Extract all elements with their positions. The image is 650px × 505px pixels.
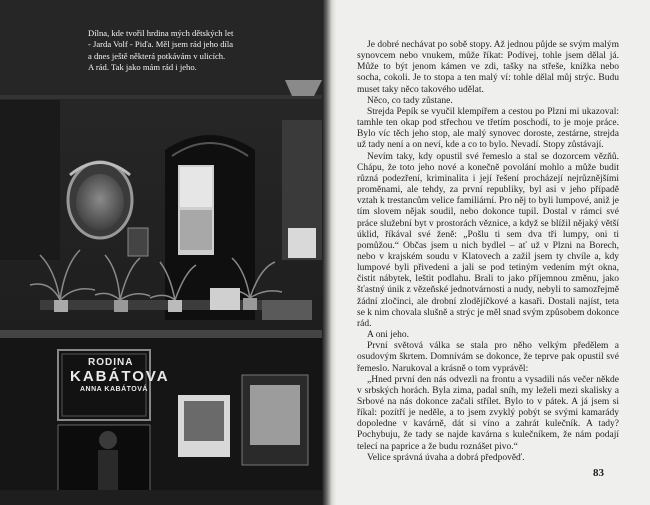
paragraph: Strejda Pepík se vyučil klempířem a cestou po Plzni mi ukazoval: tamhle ten okap pod střechou ve třetím poschodí, to je moje práce. Bylo víc těch jeho stop, ale malý synovec doroste, zestárne, strejda už tady není a on neví, kde a co to bylo. Nevadí. Stopy zůstávají.: [357, 106, 619, 151]
paragraph: Velice správná úvaha a dobrá předpověď.: [367, 452, 525, 463]
page-number: 83: [593, 467, 604, 479]
caption-line: a dnes ještě některá potkávám v ulicích.: [88, 50, 226, 61]
body-text: [357, 40, 619, 464]
caption-line: - Jarda Volf - Piďa. Měl jsem rád jeho díla: [88, 39, 234, 50]
photo-caption: [88, 28, 278, 73]
sign-subtitle: ANNA KABÁTOVÁ: [80, 386, 148, 393]
caption-line: Dílna, kde tvořil hrdina mých dětských let: [88, 28, 234, 38]
paragraph: Něco, co tady zůstane.: [367, 95, 453, 106]
caption-line: A rád. Tak jako mám rád i jeho.: [88, 61, 197, 72]
sign-title: RODINA: [88, 357, 134, 368]
book-gutter: [322, 0, 336, 505]
paragraph: A oni jeho.: [367, 330, 409, 341]
sign-name: KABÁTOVA: [70, 368, 170, 385]
paragraph: „Hned první den nás odvezli na frontu a vysadili nás večer někde v srbských horách. Byla zima, padal sníh, my leželi mezi skalisky a Srbové na nás dokonce začali střílet. Bylo to v pátek. A já jsem si říkal: pozítří je neděle, a to jsem zvyklý pobýt se svými kamarády dopoledne v kavárně, dát si víno a zahrát kulečník. A tady? Pochybuju, že tady se najde kavárna s kulečníkem, že nám podají telecí na paprice a že budu roznášet pivo.“: [357, 374, 619, 452]
paragraph: Je dobré nechávat po sobě stopy. Až jednou půjde se svým malým synovcem nebo vnukem, může říkat: Podívej, tohle jsem dělal já. Může to být jenom kámen ve zdi, tašky na střeše, knížka nebo socha, cokoli. Je to stopa a ten malý ví: tohle dělal můj strýc. Budu muset taky něco takového udělat.: [357, 40, 619, 95]
paragraph: Nevím taky, kdy opustil své řemeslo a stal se dozorcem vězňů. Chápu, že toto jeho nové a konečně povolání mohlo a může budit různá podezření, kriminalita i její řešení procházejí nejrůznějšími proměnami, ale tehdy, za první republiky, byl asi v jeho případě vztah k trestancům velice familiární. Pro něj to byli lumpové, aniž je tím slovem nějak soudil, nebo dokonce tupil. Dostal v rámci své práce služební byt v prostorách věznice, a když se blížil nějaký větší úklid, říkával své ženě: „Pošlu ti sem dva tři lumpy, oni ti pomůžou.“ Občas jsem u nich bydlel – ať už v Plzni na Borech, nebo v krajském soudu v Klatovech a zažil jsem ty chvíle a, kdy lumpové byli přivedeni a jali se pod tetiným vedením mýt okna, čistit nábytek, leštit podlahu. Brali to jako příjemnou změnu, jako šťastný únik z vězeňské jednotvárnosti a nudy, nebyli to samozřejmě žádní zločinci, ale drobní zlodějíčkové a kasaři. Dostali najíst, teta se k nim chovala slušně a strýc je měl snad svým způsobem dokonce rád.: [357, 151, 619, 329]
paragraph: První světová válka se stala pro něho velkým předělem a osudovým škrtem. Domnívám se dokonce, že teprve pak opustil své řemeslo. Narukoval a krásně o tom vyprávěl:: [357, 341, 619, 374]
